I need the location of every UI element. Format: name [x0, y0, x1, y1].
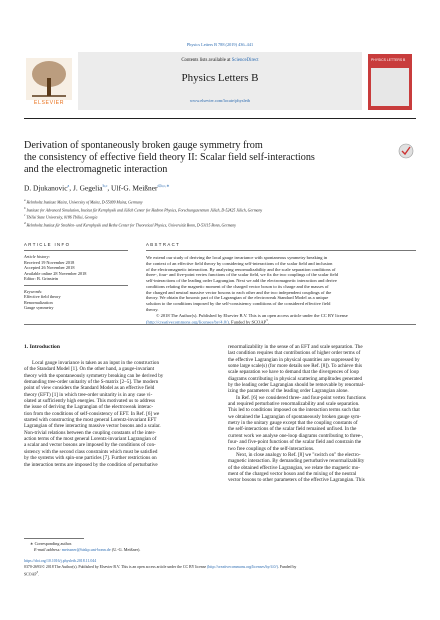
abstract-line: of the electromagnetic interaction. By analyzing renormalizability and the scale separation conditions of [146, 266, 336, 272]
body-line: a scalar and vector bosons are imposed by the conditions of con- [24, 442, 156, 449]
abstract-line: self-interactions of the leading order Lagrangian. Next we add the electromagnetic interaction and derive [146, 278, 337, 283]
body-line: Next, in close analogy to Ref. [8] we "switch on" the electro- [236, 451, 361, 458]
keywords-label: Keywords: [24, 288, 43, 294]
journal-cover[interactable] [368, 54, 412, 110]
affiliation [24, 221, 416, 229]
elsevier-logo[interactable] [26, 58, 72, 108]
body-line: two free couplings of the self-interactions. [228, 445, 315, 452]
body-line: of the Standard Model [1]. On the other hand, a gauge-invariant [24, 366, 155, 373]
contents-line [78, 58, 362, 64]
email-label: E-mail address: [34, 546, 61, 552]
footnote-rule [24, 538, 84, 539]
body-line: by the leading order Lagrangian should be removable by renormal- [228, 382, 365, 389]
abstract-heading: ABSTRACT [146, 242, 181, 247]
email-link[interactable]: meissner@hiskp.uni-bonn.de [61, 546, 111, 552]
author-name[interactable]: D. Djukanovic [24, 183, 68, 193]
body-line: renormalizability in the sense of an EFT and scale separation. The [228, 344, 363, 350]
history-item: Received 19 November 2018 [24, 259, 75, 265]
body-line: theory (EFT) [1] in which tree-order unitarity is in any case vi- [24, 391, 153, 398]
body-line: Local gauge invariance is taken as an input in the construction [32, 360, 160, 366]
affiliation [24, 213, 416, 221]
body-line: point of view considers the Standard Model as an effective field [24, 385, 155, 392]
author-affiliation-mark[interactable]: d,b,c,∗ [157, 183, 170, 188]
history-item: Available online 28 November 2018 [24, 270, 87, 276]
journal-banner [78, 52, 362, 110]
cover-title: PHYSICS LETTERS B [371, 58, 406, 62]
page-footer [24, 559, 416, 578]
body-line: of the obtained effective Lagrangian, we relate the magnetic mo- [228, 464, 360, 471]
article-title [24, 140, 384, 175]
title-line: the consistency of effective field theory II: Scalar field self-interactions [24, 151, 315, 163]
body-line: vector bosons to other parameters of the effective Lagrangian. This [228, 477, 365, 484]
header-divider [24, 118, 416, 119]
journal-header [24, 52, 416, 114]
body-line: by the systems with spin-one particles [7]. Further restrictions on [24, 455, 157, 462]
license-end: . [267, 319, 269, 325]
abstract-line: conditions relating the magnetic moment of the charged vector boson to its charge and the masses of [146, 283, 329, 289]
abstract-line: the context of an effective field theory by considering self-interactions of the scalar field and inclusion [146, 260, 333, 266]
body-line: sistency with the second class constraints which must be satisfied [24, 448, 158, 455]
title-line: and the electromagnetic interaction [24, 163, 168, 175]
keyword: Effective field theory [24, 294, 61, 299]
abstract-line: theory. [146, 306, 159, 312]
footer-license-link[interactable]: (http://creativecommons.org/licenses/by/4.0/) [207, 564, 278, 569]
body-line: and required perturbative renormalizability and scale separation. [228, 401, 360, 408]
license-funded: . Funded by SCOAP [228, 319, 267, 325]
scoap-sup: 3 [36, 570, 39, 575]
affiliation-text: Helmholtz Institut für Strahlen- und Kernphysik and Bethe Center for Theoretical Physics, Universität Bonn, D-53115 Bonn, Germany [26, 222, 237, 227]
footer-end: . [38, 572, 40, 577]
footnote-star: ∗ [30, 541, 34, 546]
history-item: Accepted 26 November 2018 [24, 265, 75, 270]
affiliation-mark: b [24, 205, 26, 210]
body-line: started with constructing the most general Lorentz-invariant EFT [24, 417, 157, 424]
affiliation-mark: c [24, 213, 26, 217]
footer-funded: . Funded by [277, 564, 297, 569]
body-line: the issue of deriving the Lagrangian of the electroweak interac- [24, 404, 154, 411]
affiliation-text: Helmholtz Institute Mainz, University of Mainz, D-55099 Mainz, Germany [26, 200, 143, 205]
author-name[interactable]: J. Gegelia [73, 183, 103, 193]
history-label: Article history: [24, 254, 51, 259]
intro-right-column [228, 344, 416, 484]
section-heading: 1. Introduction [24, 344, 60, 350]
article-info-rule [24, 250, 128, 251]
body-line: diagrams contributing in physical scattering amplitudes generated [228, 375, 363, 382]
abstract-bottom-rule [24, 324, 416, 325]
publisher-name: ELSEVIER [33, 100, 65, 106]
contents-prefix: Contents lists available at [181, 58, 231, 63]
keyword: Gauge symmetry [24, 305, 54, 310]
article-info-heading: ARTICLE INFO [24, 242, 71, 247]
abstract [146, 255, 416, 326]
abstract-line: the charged and neutral massive vector bosons to each other and the two independent couplings of the [146, 289, 332, 295]
abstract-line: solution to the conditions imposed by the self-consistency conditions of the considered effective field [146, 301, 331, 306]
body-line: we obtained the Lagrangian of spontaneously broken gauge sym- [228, 413, 361, 420]
footer-scoap: SCOAP [24, 572, 37, 577]
history-item: Editor: B. Grinstein [24, 276, 59, 281]
scoap-sup: 3 [266, 318, 268, 323]
abstract-line: three-, four- and five-point vertex functions of the scalar field, we fix the two couplings of the scalar field [146, 272, 339, 278]
affiliation [24, 206, 416, 214]
body-line: magnetic interaction. By demanding perturbative renormalizability [228, 458, 365, 465]
sciencedirect-link[interactable]: ScienceDirect [231, 58, 259, 63]
citation[interactable]: Physics Letters B 788 (2019) 436–441 [186, 42, 254, 47]
body-line: scale separation we have to demand that the divergences of loop [228, 369, 359, 376]
body-line: ment of the charged vector boson and the mixing of the neutral [228, 470, 357, 477]
body-line: izing the parameters of the leading order Lagrangian alone. [228, 388, 349, 395]
body-line: Non-trivial relations between the coupling constants of the inter- [24, 429, 156, 436]
article-info [24, 254, 132, 311]
affiliations [24, 198, 416, 228]
body-line: four- and five-point functions of the scalar field and constrain the [228, 439, 362, 446]
doi-link[interactable]: https://doi.org/10.1016/j.physletb.2018.11.044 [24, 559, 97, 563]
body-line: some large scale(s) (for more details see Ref. [8]). To achieve this [228, 363, 362, 370]
keywords-rule [24, 285, 128, 286]
footnote [24, 541, 224, 552]
journal-title: Physics Letters B [181, 72, 259, 84]
body-line: the interaction terms are imposed by the condition of perturbative [24, 461, 158, 468]
affiliation-text: Institute for Advanced Simulation, Institut für Kernphysik and Jülich Center for Hadron Physics, Forschungszentrum Jülich, D-52425 Jülich, Germany [26, 207, 263, 212]
abstract-rule [146, 250, 416, 251]
title-line: Derivation of spontaneously broken gauge symmetry from [24, 140, 263, 151]
body-line: demanding tree-order unitarity of the S-matrix [2–5]. The modern [24, 379, 159, 386]
email-name: (U.-G. Meißner). [111, 546, 141, 552]
affiliation-mark: d [24, 220, 26, 225]
body-line: last condition requires that contributions of higher order terms of [228, 350, 361, 357]
body-line: the effective Lagrangian in physical quantities are suppressed by [228, 356, 360, 363]
affiliation-mark: a [24, 198, 26, 202]
author-affiliation-mark[interactable]: a [67, 183, 70, 188]
license-text: © 2018 The Author(s). Published by Elsevier B.V. This is an open access article under the CC BY license [156, 312, 348, 318]
affiliation-text: Tbilisi State University, 0186 Tbilisi, Georgia [26, 215, 98, 220]
footer-license: 0370-2693/© 2018 The Author(s). Published by Elsevier B.V. This is an open access article under the CC BY license [24, 564, 207, 569]
abstract-line: theory. We obtain the bosonic part of the Lagrangian of the electroweak Standard Model as a unique [146, 295, 329, 301]
abstract-line: We extend our study of deriving the local gauge invariance with spontaneous symmetry breaking in [146, 255, 328, 260]
intro-left-column [24, 360, 212, 468]
journal-homepage-link[interactable]: www.elsevier.com/locate/physletb [189, 98, 251, 103]
cover-contents [371, 68, 409, 106]
author-affiliation-mark[interactable]: b,c [102, 183, 108, 188]
crossmark-badge[interactable] [398, 143, 414, 161]
body-line: the self-interactions of the scalar field remained unfixed. In the [228, 426, 357, 433]
crossmark-icon [398, 143, 414, 161]
body-line: olated at sufficiently high energies. This motivated us to address [24, 398, 155, 405]
body-line: In Ref. [6] we considered three- and four-point vertex functions [236, 394, 366, 401]
body-line: current work we analyse one-loop diagrams contributing to three-, [228, 432, 364, 439]
body-line: metry in the unitary gauge except that the coupling constants of [228, 420, 358, 427]
license-link[interactable]: (http://creativecommons.org/licenses/by/4.0/) [146, 319, 229, 325]
body-line: tion from the conditions of self-consistency of EFT. In Ref. [6] we [24, 410, 160, 417]
body-line: This led to conditions imposed on the interaction terms such that [228, 407, 360, 414]
body-line: theory with the spontaneously symmetry breaking can be derived by [24, 372, 164, 379]
elsevier-tree-icon [26, 58, 72, 100]
body-line: Lagrangian of three interacting massive vector bosons and a scalar. [24, 423, 161, 430]
author-name[interactable]: Ulf-G. Meißner [111, 183, 158, 193]
footnote-corresponding: Corresponding author. [34, 541, 73, 546]
body-line: action terms of the most general Lorentz-invariant Lagrangian of [24, 436, 157, 443]
affiliation [24, 198, 416, 206]
keyword: Renormalization [24, 299, 53, 305]
author-list: D. Djukanovic$^a$, J. Gegelia$^{b,c}$, Ulf-G. Meißner$^{d,b,c,∗}$ [24, 183, 170, 193]
